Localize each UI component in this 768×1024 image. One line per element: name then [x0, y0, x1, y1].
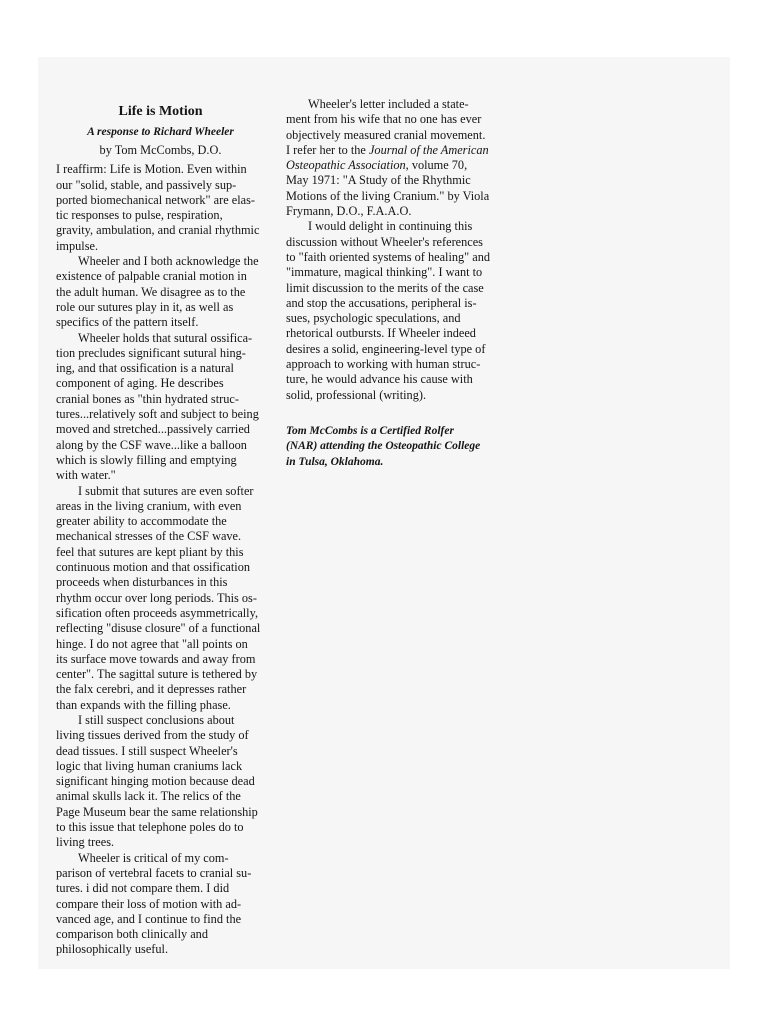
- text-line: sues, psychologic speculations, and: [286, 311, 461, 326]
- text-line: living trees.: [56, 835, 115, 850]
- text-line: animal skulls lack it. The relics of the: [56, 789, 241, 804]
- text-line: feel that sutures are kept pliant by this: [56, 544, 244, 559]
- text-line: I reaffirm: Life is Motion. Even within: [56, 162, 247, 177]
- text-line: logic that living human craniums lack: [56, 758, 243, 773]
- text-line: objectively measured cranial movement.: [286, 127, 486, 142]
- article-byline: by Tom McCombs, D.O.: [99, 143, 222, 157]
- text-line: to "faith oriented systems of healing" and: [286, 249, 491, 264]
- text-line: Tom McCombs is a Certified Rolfer: [286, 424, 454, 437]
- text-line: comparison both clinically and: [56, 927, 208, 942]
- text-line: "immature, magical thinking". I want to: [286, 265, 483, 280]
- text-line: areas in the living cranium, with even: [56, 498, 242, 513]
- text-line: ment from his wife that no one has ever: [286, 112, 482, 127]
- text-line: I submit that sutures are even softer: [78, 483, 254, 498]
- text-line: compare their loss of motion with ad-: [56, 896, 242, 911]
- text-line: tion precludes significant sutural hing-: [56, 345, 246, 360]
- text-line: continuous motion and that ossification: [56, 560, 250, 575]
- text-line: significant hinging motion because dead: [56, 774, 255, 789]
- text-line: (NAR) attending the Osteopathic College: [286, 440, 481, 453]
- text-line: with water.": [56, 468, 116, 483]
- text-line: rhythm occur over long periods. This os-: [56, 590, 257, 605]
- text-line: discussion without Wheeler's references: [286, 234, 483, 249]
- text-line: its surface move towards and away from: [56, 651, 256, 666]
- paragraph-6: [56, 851, 265, 958]
- journal-name: Journal of the American: [368, 142, 489, 157]
- text-line: moved and stretched...passively carried: [56, 422, 250, 437]
- text-line: proceeds when disturbances in this: [56, 575, 228, 590]
- text-line: Wheeler is critical of my com-: [78, 850, 229, 865]
- text-line: Frymann, D.O., F.A.A.O.: [286, 204, 412, 219]
- text-line: desires a solid, engineering-level type of: [286, 341, 486, 356]
- text-line: hinge. I do not agree that "all points on: [56, 636, 248, 651]
- text-line: Wheeler's letter included a state-: [308, 97, 469, 111]
- text-line: role our sutures play in it, as well as: [56, 299, 234, 314]
- text-line: vanced age, and I continue to find the: [56, 911, 242, 926]
- text-line: reflecting "disuse closure" of a functional: [56, 621, 261, 636]
- text-line: philosophically useful.: [56, 942, 169, 957]
- paragraph-4: [56, 484, 265, 713]
- text-line: I would delight in continuing this: [308, 219, 473, 234]
- text-line: center". The sagittal suture is tethered by: [56, 667, 258, 682]
- article-subtitle: A response to Richard Wheeler: [87, 126, 234, 138]
- text-line: [286, 158, 504, 173]
- paragraph-7: [286, 97, 504, 219]
- paragraph-2: [56, 254, 265, 330]
- text-line: Wheeler holds that sutural ossifica-: [78, 330, 253, 345]
- text-line: limit discussion to the merits of the case: [286, 280, 484, 295]
- paragraph-5: [56, 713, 265, 851]
- text-line: Page Museum bear the same relationship: [56, 804, 258, 819]
- paragraph-8: [286, 219, 504, 403]
- text-line: living tissues derived from the study of: [56, 728, 249, 743]
- text-line: tic responses to pulse, respiration,: [56, 208, 223, 223]
- text-line: solid, professional (writing).: [286, 387, 427, 402]
- author-bio: [286, 424, 504, 470]
- text-line: existence of palpable cranial motion in: [56, 269, 247, 284]
- text-line: gravity, ambulation, and cranial rhythmic: [56, 223, 260, 238]
- text-line: Wheeler and I both acknowledge the: [78, 254, 259, 269]
- journal-name: Osteopathic Association: [286, 158, 406, 173]
- text-line: Motions of the living Cranium." by Viola: [286, 188, 490, 203]
- text-line: which is slowly filling and emptying: [56, 452, 237, 467]
- text-line: in Tulsa, Oklahoma.: [286, 455, 384, 468]
- text-line: to this issue that telephone poles do to: [56, 820, 244, 835]
- right-column: [286, 97, 504, 470]
- text-line: mechanical stresses of the CSF wave.: [56, 529, 242, 544]
- paragraph-1: [56, 162, 265, 254]
- text-line: ported biomechanical network" are elas-: [56, 192, 255, 207]
- text-line: ing, and that ossification is a natural: [56, 361, 234, 376]
- text-fragment: I refer her to the: [286, 142, 369, 157]
- text-line: and stop the accusations, peripheral is-: [286, 295, 477, 310]
- paragraph-3: [56, 331, 265, 484]
- text-line: dead tissues. I still suspect Wheeler's: [56, 743, 238, 758]
- text-line: specifics of the pattern itself.: [56, 315, 199, 330]
- text-line: I still suspect conclusions about: [78, 712, 235, 727]
- text-fragment: , volume 70,: [405, 158, 468, 173]
- text-line: [286, 143, 504, 158]
- text-line: impulse.: [56, 238, 99, 253]
- text-line: along by the CSF wave...like a balloon: [56, 437, 247, 452]
- text-line: ture, he would advance his cause with: [286, 372, 473, 387]
- text-line: our "solid, stable, and passively sup-: [56, 177, 237, 192]
- article-title: Life is Motion: [118, 104, 203, 119]
- text-line: component of aging. He describes: [56, 376, 224, 391]
- text-line: tures. i did not compare them. I did: [56, 881, 230, 896]
- text-line: sification often proceeds asymmetrically,: [56, 605, 259, 620]
- text-line: the falx cerebri, and it depresses rather: [56, 682, 247, 697]
- text-line: parison of vertebral facets to cranial su-: [56, 865, 252, 880]
- text-line: the adult human. We disagree as to the: [56, 284, 246, 299]
- text-line: tures...relatively soft and subject to being: [56, 407, 259, 422]
- left-column: [56, 103, 265, 958]
- text-line: cranial bones as "thin hydrated struc-: [56, 391, 239, 406]
- text-line: rhetorical outbursts. If Wheeler indeed: [286, 326, 476, 341]
- text-line: than expands with the filling phase.: [56, 697, 231, 712]
- text-line: approach to working with human struc-: [286, 357, 481, 372]
- text-line: May 1971: "A Study of the Rhythmic: [286, 173, 471, 188]
- text-line: greater ability to accommodate the: [56, 514, 227, 529]
